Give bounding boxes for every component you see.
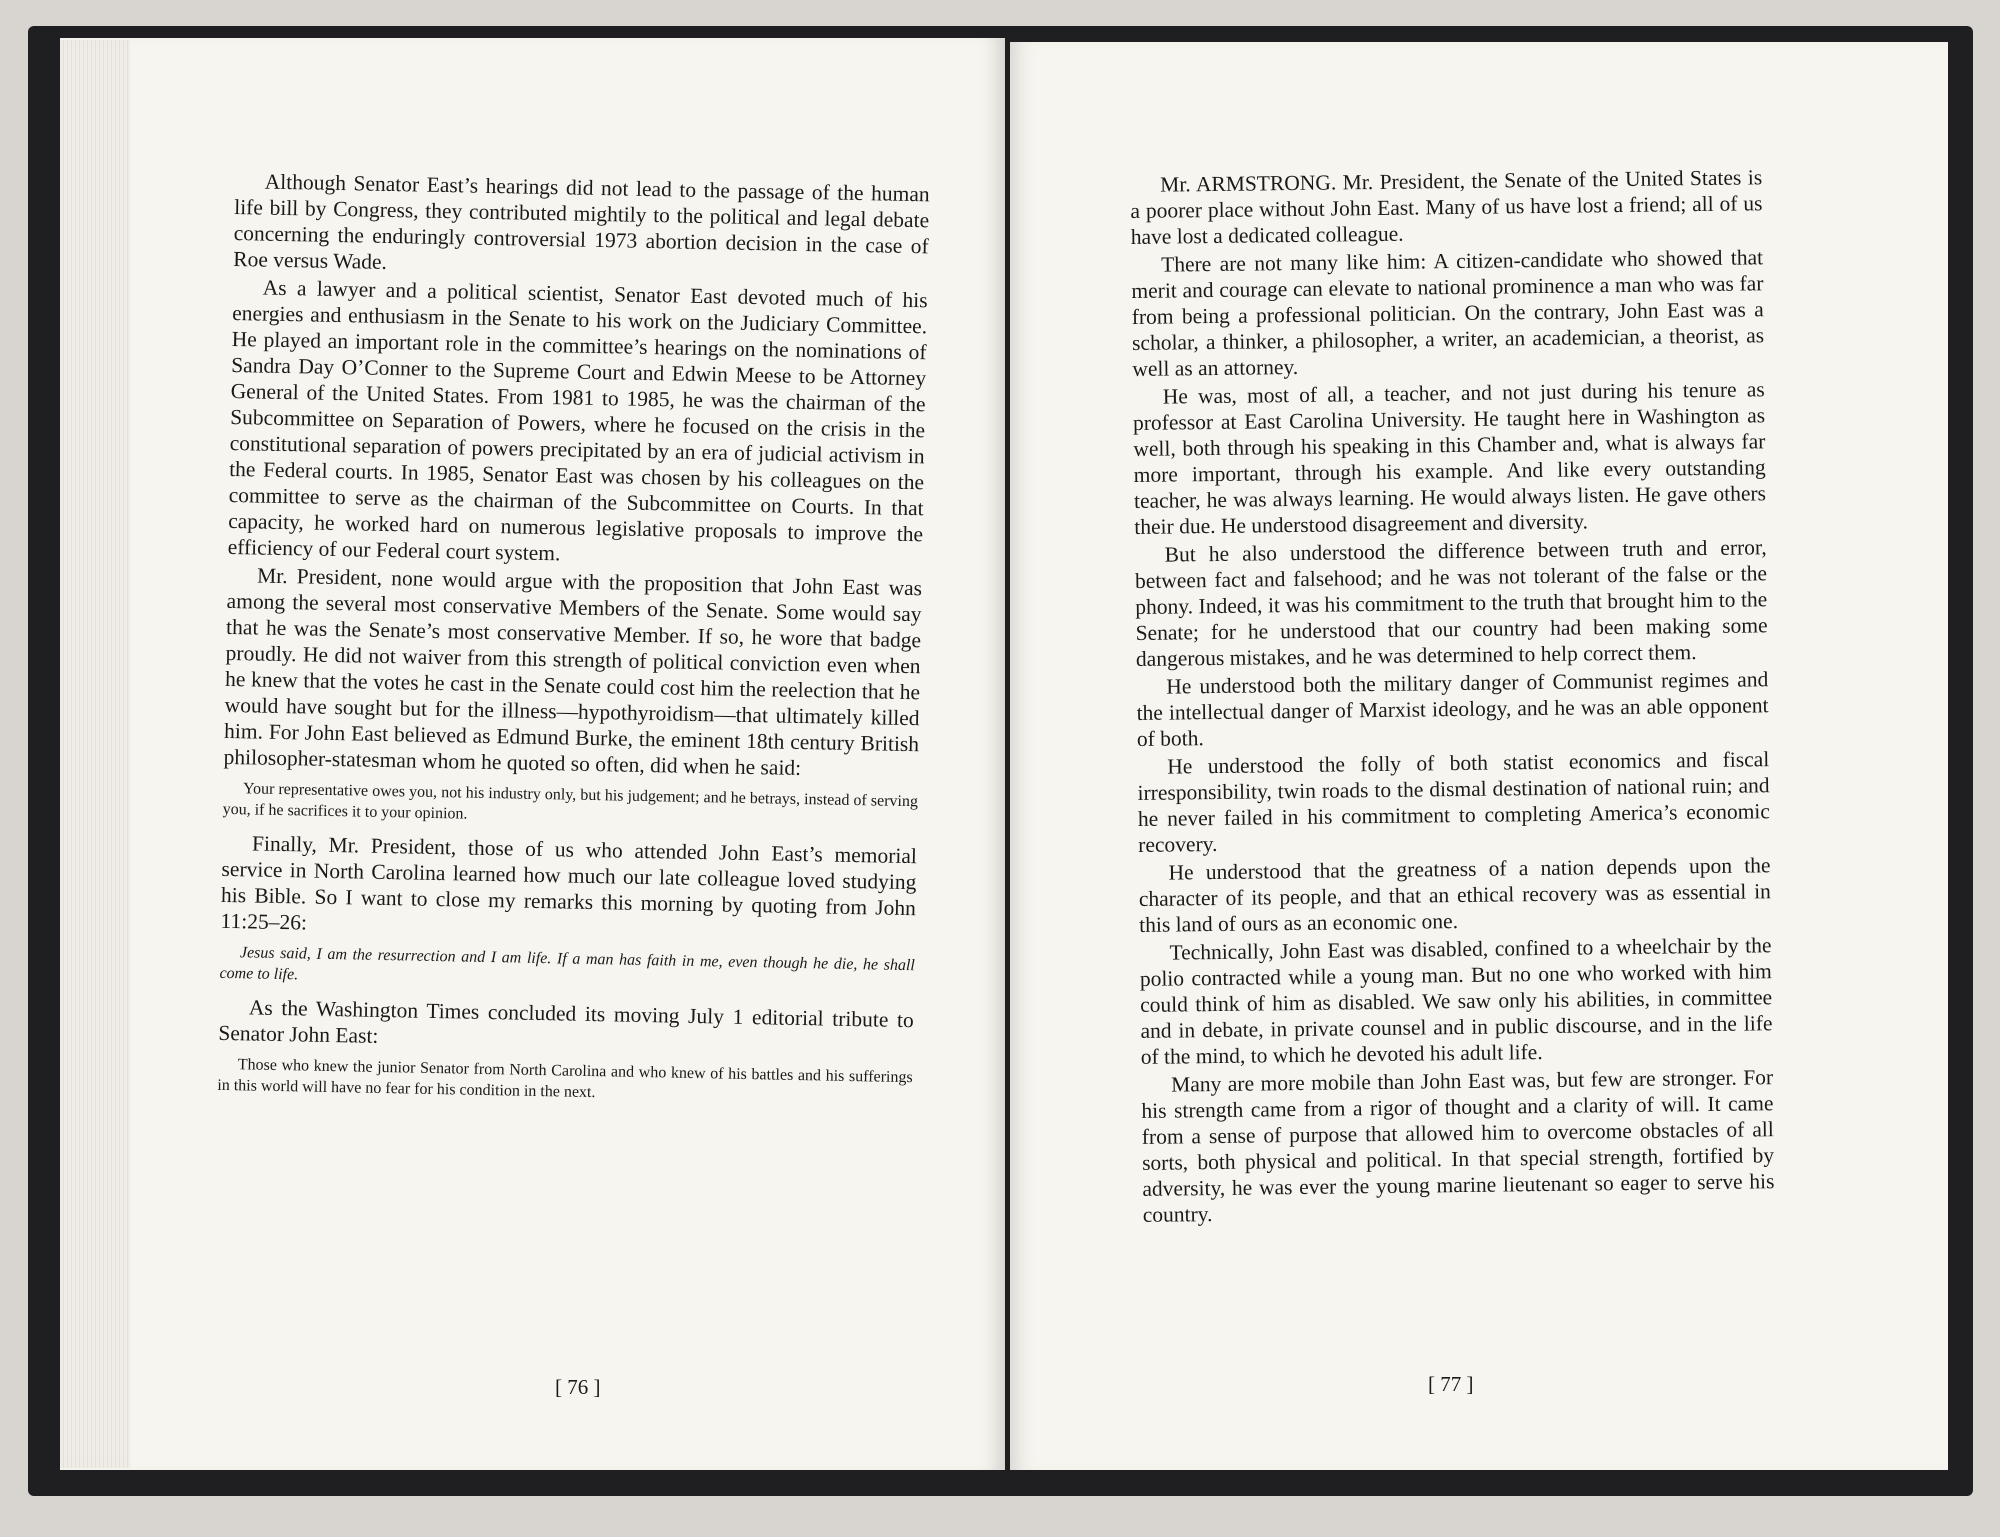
paragraph: Mr. ARMSTRONG. Mr. President, the Senate of the United States is a poorer place without John East. Many of us have lost a friend; all of us have lost a dedicated colleague. — [1130, 165, 1763, 249]
paragraph: Finally, Mr. President, those of us who attended John East’s memorial service in North Carolina learned how much our late colleague loved studying his Bible. So I want to close my remarks this morning by quoting from John 11:25–26: — [220, 831, 918, 935]
paragraph: He understood both the military danger of Communist regimes and the intellectual danger of Marxist ideology, and he was an able opponent of both. — [1136, 667, 1769, 751]
paragraph: As a lawyer and a political scientist, Senator East devoted much of his energies and enthusiasm in the Senate to his work on the Judiciary Committee. He played an important role in the committee’s hearings on the nominations of Sandra Day O’Conner to the Supreme Court and Edwin Meese to be Attorney General of the United States. From 1981 to 1985, he was the chairman of the Subcommittee on Separation of Powers, where he focused on the crisis in the constitutional separation of powers precipitated by an era of judicial activism in the Federal courts. In 1985, Senator East was chosen by his colleagues on the committee to serve as the chairman of the Subcommittee on Courts. In that capacity, he worked hard on numerous legislative proposals to improve the efficiency of our Federal court system. — [227, 275, 928, 566]
paragraph: He understood the folly of both statist economics and fiscal irresponsibility, twin roads to the dismal destination of national ruin; and he never failed in his commitment to completing America’s economic recovery. — [1137, 747, 1771, 857]
burke-quote: Your representative owes you, not his industry only, but his judgement; and he betrays, instead of serving you, if he sacrifices it to your opinion. — [222, 780, 919, 823]
page-number-left: [ 76 ] — [555, 1375, 601, 1399]
paragraph: He understood that the greatness of a nation depends upon the character of its people, and that an ethical recovery was as essential in this land of ours as an economic one. — [1138, 853, 1771, 937]
left-page-text — [217, 168, 930, 1119]
paragraph: As the Washington Times concluded its moving July 1 editorial tribute to Senator John East: — [218, 995, 914, 1048]
paragraph: Mr. President, none would argue with the proposition that John East was among the several most conservative Members of the Senate. Some would say that he was the Senate’s most conservative Member. If so, he wore that badge proudly. He did not waiver from this strength of political conviction even when he knew that the votes he cast in the Senate could cost him the reelection that he would have sought but for the illness—hypothyroidism—that ultimately killed him. For John East believed as Edmund Burke, the eminent 18th century British philosopher-statesman whom he quoted so often, did when he said: — [223, 563, 923, 780]
paragraph: There are not many like him: A citizen-candidate who showed that merit and courage can elevate to national prominence a man who was far from being a professional politician. On the contrary, John East was a scholar, a thinker, a philosopher, a writer, an academician, a theorist, as well as an attorney. — [1131, 245, 1765, 381]
bible-quote: Jesus said, I am the resurrection and I am life. If a man has faith in me, even though he die, he shall come to life. — [219, 944, 915, 984]
paragraph: Many are more mobile than John East was, but few are stronger. For his strength came from a rigor of thought and a clarity of will. It came from a sense of purpose that allowed him to overcome obstacles of all sorts, both physical and political. In that special strength, fortified by adversity, he was ever the young marine lieutenant so eager to serve his country. — [1141, 1065, 1775, 1227]
page-edges — [60, 40, 130, 1468]
washington-times-quote: Those who knew the junior Senator from North Carolina and who knew of his battles and his sufferings in this world will have no fear for his condition in the next. — [217, 1056, 913, 1102]
paragraph: Technically, John East was disabled, confined to a wheelchair by the polio contracted while a young man. But no one who worked with him could think of him as disabled. We saw only his abilities, in committee and in debate, in private counsel and in public discourse, and in the life of the mind, to which he devoted his adult life. — [1139, 933, 1773, 1069]
page-number-right: [ 77 ] — [1428, 1372, 1474, 1396]
paragraph: But he also understood the difference between truth and error, between fact and falsehood; and he was not tolerant of the false or the phony. Indeed, it was his commitment to the truth that brought him to the Senate; for he understood that our country had been making some dangerous mistakes, and he was determined to help correct them. — [1134, 535, 1768, 671]
paragraph: He was, most of all, a teacher, and not just during his tenure as professor at East Carolina University. He taught here in Washington as well, both through his speaking in this Chamber and, what is always far more important, through his example. And like every outstanding teacher, he was always learning. He would always listen. He gave others their due. He understood disagreement and diversity. — [1132, 377, 1767, 539]
paragraph: Although Senator East’s hearings did not lead to the passage of the human life bill by Congress, they contributed mightily to the political and legal debate concerning the enduringly controversial 1973 abortion decision in the case of Roe versus Wade. — [233, 169, 930, 274]
right-page-text — [1130, 164, 1775, 1230]
